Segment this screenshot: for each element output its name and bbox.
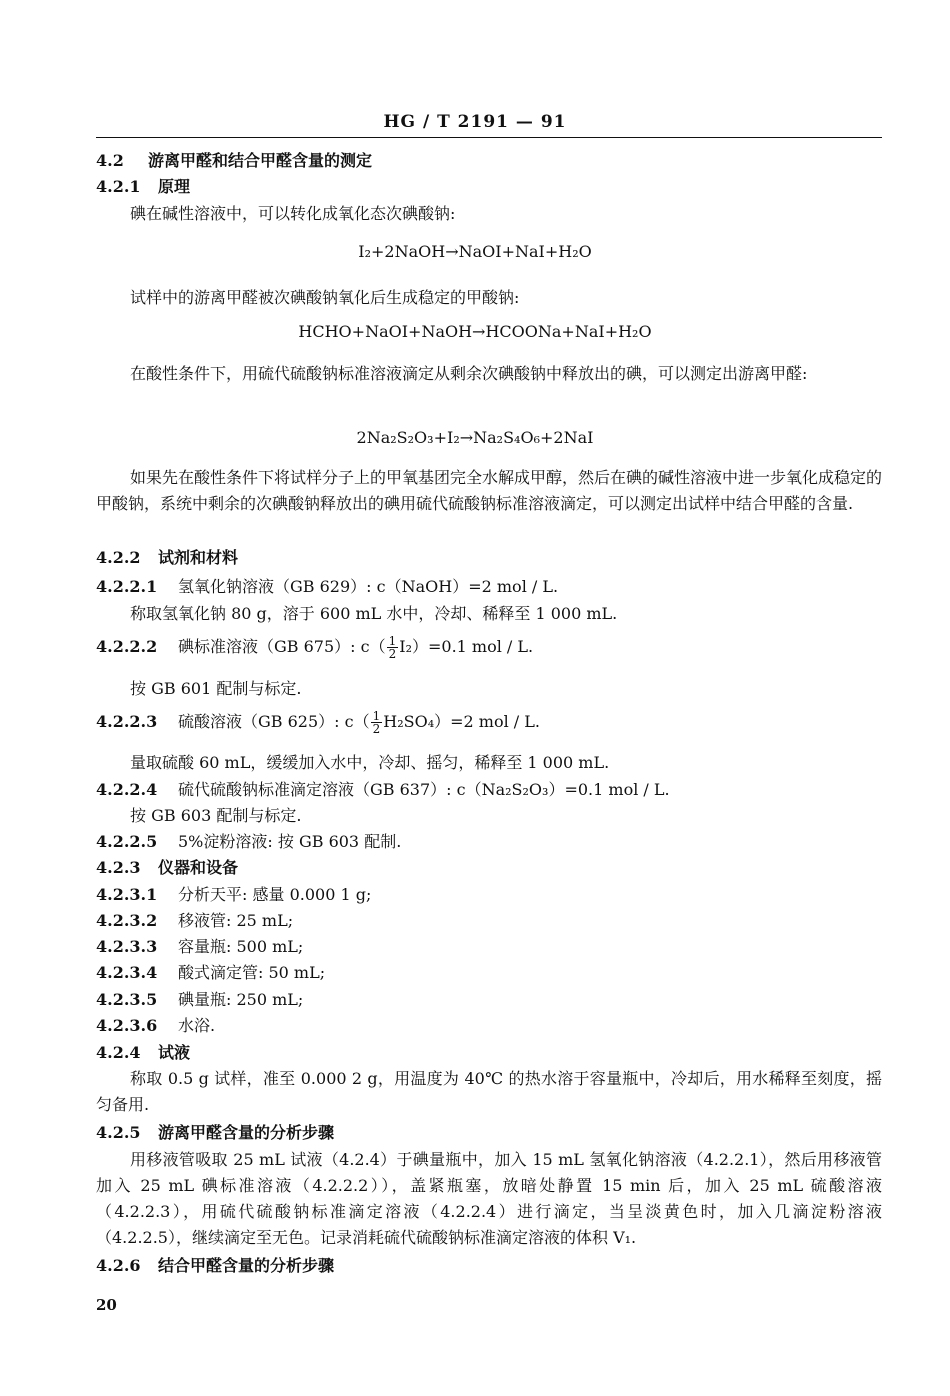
paragraph-acidic: 在酸性条件下，用硫代硫酸钠标准溶液滴定从剩余次碘酸钠中释放出的碘，可以测定出游离甲醛: [130, 364, 808, 383]
reagent-iodine [96, 634, 533, 660]
reagent-thiosulfate [96, 777, 670, 800]
section-4-2-2-heading [96, 545, 238, 568]
reagent-starch [96, 829, 401, 852]
section-title: 试剂和材料 [158, 548, 239, 567]
item-text-post: H₂SO₄）=2 mol / L. [383, 712, 540, 731]
section-number: 4.2.1 [96, 177, 141, 196]
item-number: 4.2.3.5 [96, 990, 158, 1009]
section-number: 4.2 [96, 151, 124, 170]
fraction-numerator: 1 [388, 634, 397, 648]
reagent-naoh-detail: 称取氢氧化钠 80 g，溶于 600 mL 水中，冷却、稀释至 1 000 mL. [130, 604, 618, 623]
paragraph-test-solution: 称取 0.5 g 试样，准至 0.000 2 g，用温度为 40℃ 的热水溶于容量瓶中，冷却后，用水稀释至刻度，摇匀备用. [96, 1069, 882, 1114]
item-number: 4.2.2.5 [96, 832, 158, 851]
section-title: 原理 [158, 177, 191, 196]
section-number: 4.2.2 [96, 548, 141, 567]
item-text-pre: 碘标准溶液（GB 675）: c（ [178, 637, 386, 656]
item-number: 4.2.3.1 [96, 885, 158, 904]
section-title: 游离甲醛和结合甲醛含量的测定 [148, 151, 373, 170]
section-4-2-3-heading [96, 855, 238, 878]
paragraph-free-procedure: 用移液管吸取 25 mL 试液（4.2.4）于碘量瓶中，加入 15 mL 氢氧化钠溶液（4.2.2.1），然后用移液管加入 25 mL 碘标准溶液（4.2.2.2）），盖紧瓶塞，放暗处静置 15 min 后，加入 25 mL 硫酸溶液（4.2.2.3），用硫代硫酸钠标准滴定溶液（4.2.2.4）进行滴定，当呈淡黄色时，加入几滴淀粉溶液（4.2.2.5），继续滴定至无色。记录消耗硫代硫酸钠标准滴定溶液的体积 V₁. [96, 1150, 882, 1247]
section-number: 4.2.4 [96, 1043, 141, 1062]
section-4-2-1-heading [96, 174, 190, 197]
instrument-balance [96, 882, 371, 905]
item-text-post: I₂）=0.1 mol / L. [399, 637, 534, 656]
item-number: 4.2.3.4 [96, 963, 158, 982]
section-number: 4.2.3 [96, 858, 141, 877]
item-text: 水浴. [178, 1016, 216, 1035]
reagent-sulfuric [96, 709, 540, 735]
item-number: 4.2.3.6 [96, 1016, 158, 1035]
item-text: 氢氧化钠溶液（GB 629）: c（NaOH）=2 mol / L. [178, 577, 559, 596]
paragraph-combined: 如果先在酸性条件下将试样分子上的甲氧基团完全水解成甲醇，然后在碘的碱性溶液中进一步氧化成稳定的甲酸钠，系统中剩余的次碘酸钠释放出的碘用硫代硫酸钠标准溶液滴定，可以测定出试样中结合甲醛的含量. [96, 468, 883, 513]
item-number: 4.2.2.1 [96, 577, 158, 596]
section-title: 试液 [158, 1043, 191, 1062]
instrument-flask [96, 934, 303, 957]
reagent-sulfuric-detail: 量取硫酸 60 mL，缓缓加入水中，冷却、摇匀，稀释至 1 000 mL. [130, 753, 610, 772]
reagent-thiosulfate-detail: 按 GB 603 配制与标定. [130, 806, 302, 825]
equation-1: I₂+2NaOH→NaOI+NaI+H₂O [358, 242, 592, 261]
reagent-iodine-detail: 按 GB 601 配制与标定. [130, 679, 302, 698]
item-text: 硫代硫酸钠标准滴定溶液（GB 637）: c（Na₂S₂O₃）=0.1 mol / L. [178, 780, 670, 799]
section-title: 仪器和设备 [158, 858, 239, 877]
fraction-denominator: 2 [372, 722, 381, 736]
fraction [387, 635, 399, 660]
section-4-2-heading [96, 148, 372, 171]
item-number: 4.2.2.4 [96, 780, 158, 799]
section-4-2-4-heading [96, 1040, 190, 1063]
fraction-denominator: 2 [388, 647, 397, 661]
section-4-2-5-heading [96, 1120, 334, 1143]
header-rule [96, 137, 882, 138]
item-number: 4.2.2.2 [96, 637, 158, 656]
section-number: 4.2.5 [96, 1123, 141, 1142]
instrument-water-bath [96, 1013, 215, 1036]
item-text: 碘量瓶: 250 mL; [178, 990, 304, 1009]
item-text-pre: 硫酸溶液（GB 625）: c（ [178, 712, 370, 731]
equation-3: 2Na₂S₂O₃+I₂→Na₂S₄O₆+2NaI [356, 428, 594, 447]
item-text: 5%淀粉溶液: 按 GB 603 配制. [178, 832, 402, 851]
section-title: 结合甲醛含量的分析步骤 [158, 1256, 335, 1275]
fraction [371, 710, 383, 735]
item-text: 酸式滴定管: 50 mL; [178, 963, 326, 982]
section-4-2-6-heading [96, 1253, 334, 1276]
section-number: 4.2.6 [96, 1256, 141, 1275]
section-title: 游离甲醛含量的分析步骤 [158, 1123, 335, 1142]
item-text: 分析天平: 感量 0.000 1 g; [178, 885, 372, 904]
equation-2: HCHO+NaOI+NaOH→HCOONa+NaI+H₂O [298, 322, 652, 341]
page-header: HG / T 2191 — 91 [383, 112, 567, 132]
item-number: 4.2.2.3 [96, 712, 158, 731]
item-text: 容量瓶: 500 mL; [178, 937, 304, 956]
item-number: 4.2.3.3 [96, 937, 158, 956]
fraction-numerator: 1 [372, 709, 381, 723]
page-number: 20 [96, 1296, 117, 1314]
paragraph-iodine: 碘在碱性溶液中，可以转化成氧化态次碘酸钠: [130, 204, 456, 223]
item-text: 移液管: 25 mL; [178, 911, 294, 930]
instrument-burette [96, 960, 325, 983]
instrument-iodine-flask [96, 987, 303, 1010]
item-number: 4.2.3.2 [96, 911, 158, 930]
instrument-pipette [96, 908, 293, 931]
reagent-naoh [96, 574, 558, 597]
paragraph-free-formaldehyde: 试样中的游离甲醛被次碘酸钠氧化后生成稳定的甲酸钠: [130, 288, 520, 307]
